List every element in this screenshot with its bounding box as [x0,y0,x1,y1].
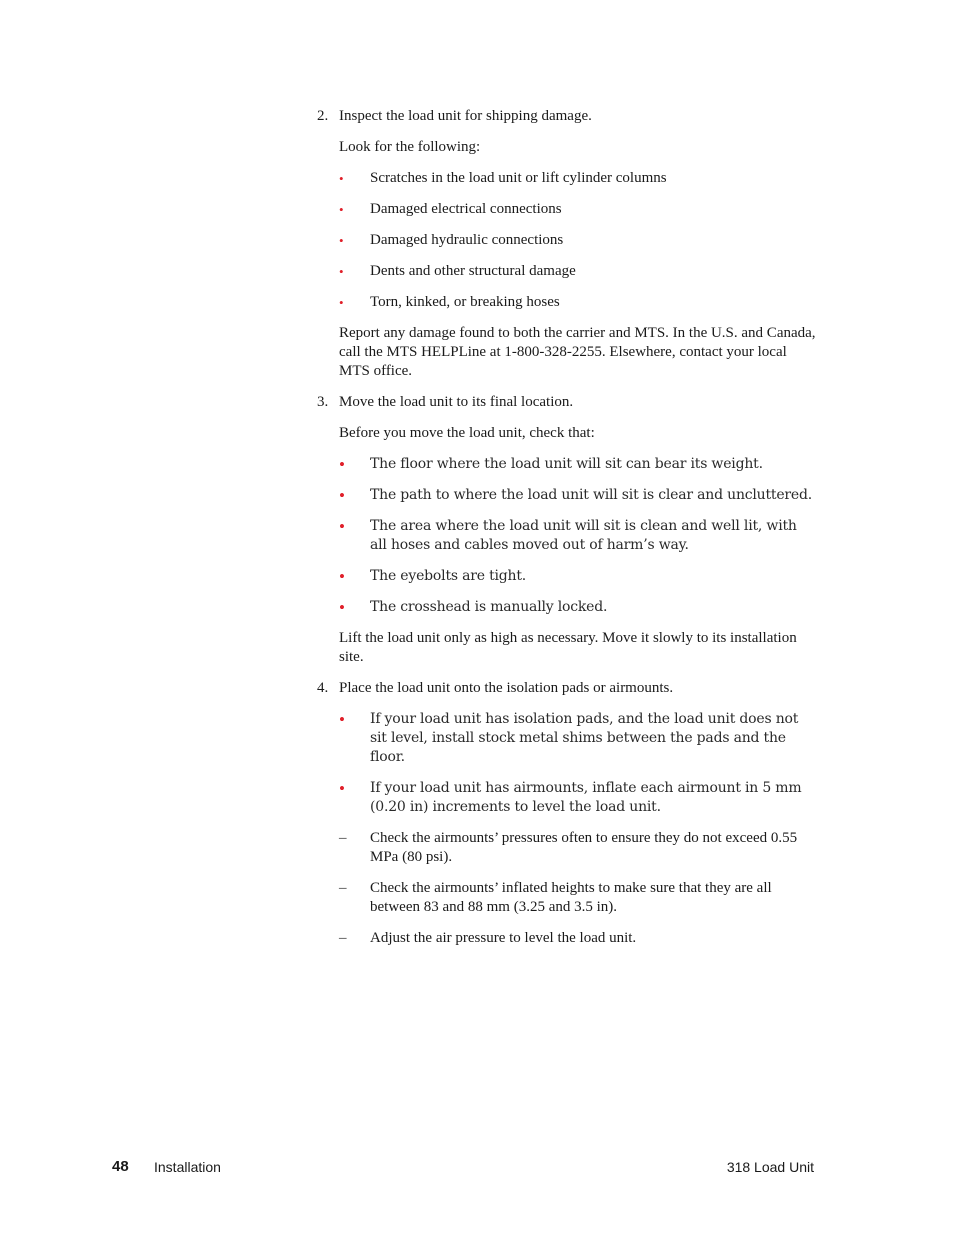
step-3 [316,393,816,412]
sub-list-item: – Adjust the air pressure to level the load unit. [339,930,637,946]
list-item: • If your load unit has airmounts, inflate each airmount in 5 mm (0.20 in) increments to level the load unit. [339,779,802,815]
bullet-icon: • [339,779,345,798]
step-number: 4. [317,680,329,696]
list-item: • The path to where the load unit will sit is clear and uncluttered. [339,486,813,505]
step-note: Lift the load unit only as high as necessary. Move it slowly to its installation site. [339,630,797,665]
list-item: • Scratches in the load unit or lift cylinder columns [339,170,667,186]
bullet-icon: • [339,202,344,217]
list-item: • The crosshead is manually locked. [339,598,608,617]
bullet-icon: • [339,295,344,310]
bullet-icon: • [339,486,345,505]
dash-icon: – [339,930,347,946]
bullet-icon: • [339,567,345,586]
page-content [316,107,816,960]
bullet-icon: • [339,598,345,617]
step-note: Report any damage found to both the carrier and MTS. In the U.S. and Canada, call the MTS HELPLine at 1-800-328-2255. Elsewhere, contact your local MTS office. [339,325,816,379]
bullet-icon: • [339,233,344,248]
step-title: Inspect the load unit for shipping damage. [339,108,592,124]
step-number: 3. [317,394,329,410]
bullet-icon: • [339,264,344,279]
bullet-icon: • [339,517,345,536]
dash-icon: – [339,830,347,846]
footer-document-title: 318 Load Unit [726,1159,814,1175]
sub-list-item: – Check the airmounts’ inflated heights to make sure that they are all between 83 and 88 mm (3.25 and 3.5 in). [339,880,772,915]
list-item: • Dents and other structural damage [339,263,576,279]
bullet-icon: • [339,171,344,186]
step-2 [316,107,816,126]
step-title: Place the load unit onto the isolation pads or airmounts. [339,680,674,696]
step-intro: Before you move the load unit, check that: [339,425,595,441]
step-4 [316,679,816,698]
step-title: Move the load unit to its final location. [339,394,574,410]
bullet-icon: • [339,455,345,474]
bullet-icon: • [339,710,345,729]
list-item: • The area where the load unit will sit is clean and well lit, with all hoses and cables moved out of harm’s way. [339,517,797,553]
sub-list-item: – Check the airmounts’ pressures often to ensure they do not exceed 0.55 MPa (80 psi). [339,830,798,865]
page-number: 48 [112,1158,129,1175]
page-footer [112,1158,814,1178]
list-item: • The eyebolts are tight. [339,567,527,586]
list-item: • The floor where the load unit will sit can bear its weight. [339,455,763,474]
footer-section-title: Installation [154,1159,221,1175]
dash-icon: – [339,880,347,896]
list-item: • If your load unit has isolation pads, and the load unit does not sit level, install stock metal shims between the pads and the floor. [339,710,799,765]
step-intro: Look for the following: [339,139,481,155]
step-number: 2. [317,108,329,124]
list-item: • Torn, kinked, or breaking hoses [339,294,560,310]
list-item: • Damaged hydraulic connections [339,232,564,248]
list-item: • Damaged electrical connections [339,201,562,217]
